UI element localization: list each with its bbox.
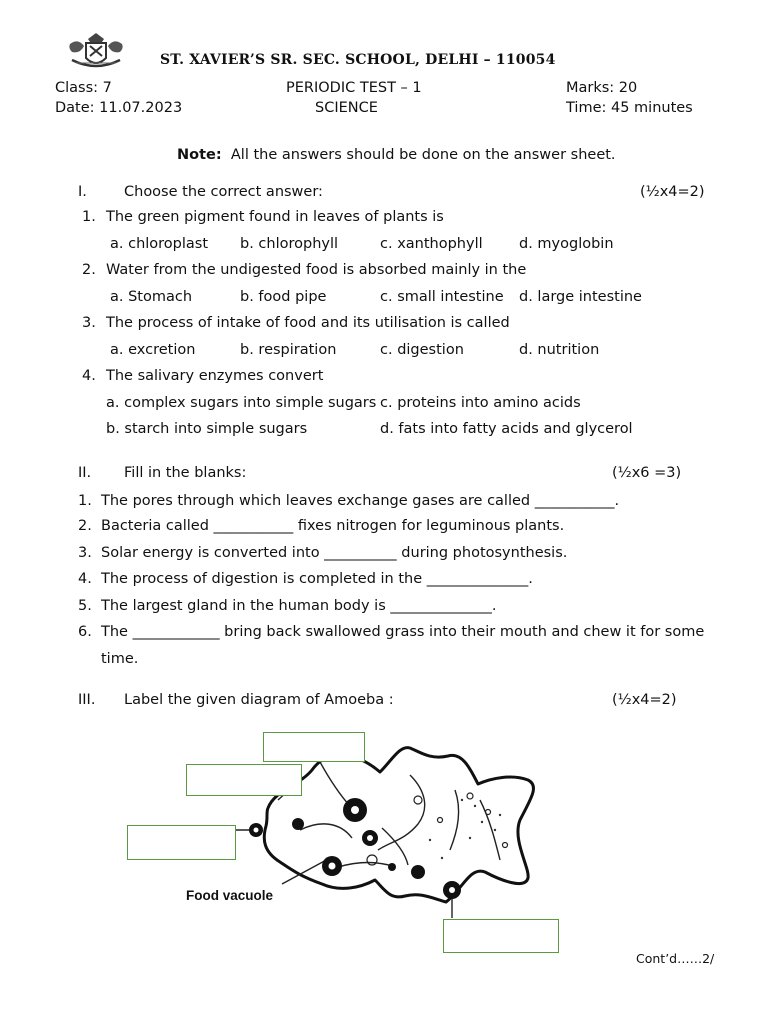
section-3-number: III. [78, 692, 96, 708]
subject-label: SCIENCE [315, 100, 378, 116]
section-3-title: Label the given diagram of Amoeba : [124, 692, 394, 708]
blank-4-text: The process of digestion is completed in the ______________. [101, 571, 533, 587]
mcq-4-text: The salivary enzymes convert [106, 368, 324, 384]
blank-2-number: 2. [78, 518, 92, 534]
continued-note: Cont’d……2/ [636, 951, 715, 966]
label-box-upper-left[interactable] [186, 764, 302, 796]
mcq-2-option-d: d. large intestine [519, 289, 642, 305]
marks-label: Marks: 20 [566, 80, 638, 96]
mcq-4-option-c: c. proteins into amino acids [380, 395, 581, 411]
mcq-1-option-b: b. chlorophyll [240, 236, 339, 252]
mcq-2-text: Water from the undigested food is absorbed mainly in the [106, 262, 527, 278]
label-box-left[interactable] [127, 825, 236, 860]
mcq-2-option-c: c. small intestine [380, 289, 504, 305]
section-2-title: Fill in the blanks: [124, 465, 247, 481]
mcq-2-number: 2. [82, 262, 96, 278]
time-label: Time: 45 minutes [566, 100, 693, 116]
blank-3-text: Solar energy is converted into __________ during photosynthesis. [101, 545, 568, 561]
blank-4-number: 4. [78, 571, 92, 587]
test-title: PERIODIC TEST – 1 [286, 80, 422, 96]
blank-6-continuation: time. [101, 651, 139, 667]
mcq-1-option-c: c. xanthophyll [380, 236, 483, 252]
section-3-marks: (½x4=2) [612, 692, 677, 708]
mcq-1-option-d: d. myoglobin [519, 236, 614, 252]
school-name: ST. XAVIER’S SR. SEC. SCHOOL, DELHI – 110054 [160, 52, 556, 68]
mcq-2-option-a: a. Stomach [110, 289, 193, 305]
mcq-3-text: The process of intake of food and its utilisation is called [106, 315, 510, 331]
date-label: Date: 11.07.2023 [55, 100, 183, 116]
label-box-top[interactable] [263, 732, 365, 762]
blank-2-text: Bacteria called ___________ fixes nitrogen for leguminous plants. [101, 518, 565, 534]
mcq-3-option-d: d. nutrition [519, 342, 600, 358]
blank-5-text: The largest gland in the human body is ______________. [101, 598, 497, 614]
food-vacuole-caption: Food vacuole [186, 888, 274, 903]
blank-6-number: 6. [78, 624, 92, 640]
blank-5-number: 5. [78, 598, 92, 614]
amoeba-outline [264, 748, 533, 902]
mcq-2-option-b: b. food pipe [240, 289, 327, 305]
mcq-4-number: 4. [82, 368, 96, 384]
mcq-3-option-c: c. digestion [380, 342, 464, 358]
mcq-1-number: 1. [82, 209, 96, 225]
note-text: All the answers should be done on the answer sheet. [230, 147, 616, 163]
mcq-1-text: The green pigment found in leaves of plants is [106, 209, 444, 225]
mcq-4-option-d: d. fats into fatty acids and glycerol [380, 421, 633, 437]
blank-1-text: The pores through which leaves exchange gases are called ___________. [101, 493, 620, 509]
mcq-3-option-a: a. excretion [110, 342, 196, 358]
class-label: Class: 7 [55, 80, 112, 96]
section-2-number: II. [78, 465, 92, 481]
note-label: Note: [177, 147, 222, 163]
blank-3-number: 3. [78, 545, 92, 561]
section-1-title: Choose the correct answer: [124, 184, 323, 200]
mcq-3-option-b: b. respiration [240, 342, 337, 358]
section-1-number: I. [78, 184, 87, 200]
section-1-marks: (½x4=2) [640, 184, 705, 200]
blank-1-number: 1. [78, 493, 92, 509]
mcq-3-number: 3. [82, 315, 96, 331]
mcq-1-option-a: a. chloroplast [110, 236, 209, 252]
blank-6-text: The ____________ bring back swallowed grass into their mouth and chew it for some [101, 624, 705, 640]
section-2-marks: (½x6 =3) [612, 465, 682, 481]
mcq-4-option-b: b. starch into simple sugars [106, 421, 308, 437]
mcq-4-option-a: a. complex sugars into simple sugars [106, 395, 377, 411]
label-box-bottom-right[interactable] [443, 919, 559, 953]
